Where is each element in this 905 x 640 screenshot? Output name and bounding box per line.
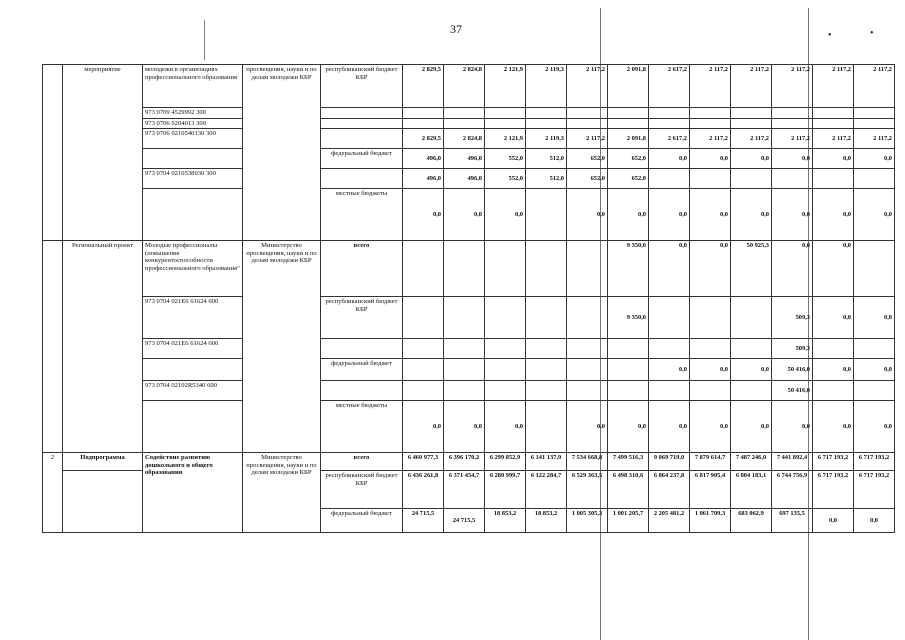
cell-source: всего [321, 453, 403, 471]
table-row [43, 118, 895, 129]
cell-value: 2 117,2 [567, 65, 608, 108]
cell-num: 2 [43, 453, 63, 533]
cell-value: 2 091,8 [608, 65, 649, 108]
cell-value: 6 280 999,7 [485, 471, 526, 509]
cell-ministry: просвещения, науки и по делам молодежи КБР [243, 65, 321, 241]
cell-code: 973 0704 021E6 61624 600 [143, 297, 243, 339]
cell-code: 973 0706 0204013 300 [143, 118, 243, 129]
cell-value: 0,0 [731, 359, 772, 381]
cell-value: 0,0 [567, 189, 608, 241]
cell-value: 9 350,0 [608, 241, 649, 297]
cell-value: 652,0 [608, 149, 649, 169]
cell-value: 0,0 [813, 297, 854, 339]
cell-value: 683 062,9 [731, 509, 772, 533]
cell-value: 2 117,2 [813, 65, 854, 108]
cell-value: 6 804 183,1 [731, 471, 772, 509]
cell-value: 24 715,5 [444, 509, 485, 533]
cell-value: 0,0 [772, 401, 813, 453]
cell-code: 973 0704 0210538930 300 [143, 169, 243, 189]
cell-value: 496,0 [403, 169, 444, 189]
cell-value: 0,0 [854, 297, 895, 339]
table-row [43, 129, 895, 149]
cell-value: 0,0 [444, 189, 485, 241]
cell-value: 496,0 [444, 169, 485, 189]
table-row [43, 359, 895, 381]
cell-value: 0,0 [690, 359, 731, 381]
cell-type: Региональный проект [63, 241, 143, 453]
cell-source: федеральный бюджет [321, 509, 403, 533]
cell-value: 1 061 709,3 [690, 509, 731, 533]
cell-value: 0,0 [854, 509, 895, 533]
cell-ministry: Министерство просвещения, науки и по делам молодежи КБР [243, 241, 321, 453]
cell-value: 0,0 [772, 149, 813, 169]
cell-value: 0,0 [731, 149, 772, 169]
cell-value: 2 121,9 [485, 129, 526, 149]
cell-value: 2 117,2 [731, 65, 772, 108]
cell-value: 6 717 193,2 [813, 471, 854, 509]
cell-value: 0,0 [690, 189, 731, 241]
cell-value: 2 617,2 [649, 65, 690, 108]
table-row [43, 108, 895, 119]
cell-value: 0,0 [608, 401, 649, 453]
cell-value: 552,0 [485, 169, 526, 189]
cell-value: 2 117,2 [690, 65, 731, 108]
cell-value: 0,0 [567, 401, 608, 453]
cell-source: республиканский бюджет КБР [321, 471, 403, 509]
cell-value: 0,0 [690, 149, 731, 169]
cell-value: 50 925,3 [731, 241, 772, 297]
cell-code: молодежи в организациях профессионального образования [143, 65, 243, 108]
cell-value: 24 715,5 [403, 509, 444, 533]
cell-value: 2 117,2 [772, 129, 813, 149]
table-row [43, 65, 895, 108]
cell-value: 0,0 [772, 241, 813, 297]
cell-value: 0,0 [813, 189, 854, 241]
cell-value: 0,0 [813, 149, 854, 169]
cell-value: 0,0 [731, 189, 772, 241]
table-row [43, 339, 895, 359]
cell-value: 2 829,5 [403, 65, 444, 108]
cell-value: 0,0 [854, 149, 895, 169]
cell-value: 2 121,9 [485, 65, 526, 108]
cell-value: 2 119,3 [526, 65, 567, 108]
cell-value: 18 853,2 [526, 509, 567, 533]
cell-value: 6 396 170,2 [444, 453, 485, 471]
cell-value: 0,0 [813, 359, 854, 381]
cell-value: 0,0 [649, 241, 690, 297]
cell-value: 2 205 481,2 [649, 509, 690, 533]
cell-value: 2 117,2 [690, 129, 731, 149]
scan-mark: • [828, 30, 832, 41]
cell-value: 0,0 [649, 189, 690, 241]
cell-value: 0,0 [403, 189, 444, 241]
table-row [43, 189, 895, 241]
cell-value: 2 117,2 [854, 65, 895, 108]
cell-value: 6 371 454,7 [444, 471, 485, 509]
cell-value: 7 487 246,0 [731, 453, 772, 471]
cell-value: 50 416,0 [772, 381, 813, 401]
cell-value: 6 529 363,5 [567, 471, 608, 509]
cell-code: 973 0704 021E6 61624 600 [143, 339, 243, 359]
cell-value: 6 744 756,9 [772, 471, 813, 509]
cell-value: 509,3 [772, 339, 813, 359]
cell-value: 0,0 [608, 189, 649, 241]
cell-value: 697 135,5 [772, 509, 813, 533]
cell-num [43, 65, 63, 241]
cell-value: 552,0 [485, 149, 526, 169]
cell-value: 9 350,0 [608, 297, 649, 339]
cell-value: 0,0 [854, 189, 895, 241]
cell-source: республиканский бюджет КБР [321, 297, 403, 339]
cell-value: 0,0 [813, 401, 854, 453]
table-row [43, 241, 895, 297]
cell-source: федеральный бюджет [321, 149, 403, 169]
cell-value: 496,0 [403, 149, 444, 169]
cell-value: 0,0 [772, 189, 813, 241]
cell-value: 2 117,2 [772, 65, 813, 108]
cell-value: 0,0 [690, 241, 731, 297]
cell-value: 2 117,2 [731, 129, 772, 149]
cell-value: 7 879 614,7 [690, 453, 731, 471]
cell-value: 0,0 [731, 401, 772, 453]
cell-value: 6 817 905,4 [690, 471, 731, 509]
cell-value: 652,0 [567, 149, 608, 169]
cell-value [526, 189, 567, 241]
cell-type: Подпрограмма [63, 453, 143, 471]
cell-type: мероприятие [63, 65, 143, 241]
cell-value: 0,0 [854, 359, 895, 381]
cell-value: 0,0 [485, 401, 526, 453]
cell-code: Молодые профессионалы (повышение конкурентоспособности профессионального образования" [143, 241, 243, 297]
cell-value: 6 141 137,9 [526, 453, 567, 471]
cell-value: 6 460 977,3 [403, 453, 444, 471]
cell-value: 0,0 [854, 401, 895, 453]
cell-value: 6 864 237,8 [649, 471, 690, 509]
cell-value: 0,0 [403, 401, 444, 453]
cell-value: 652,0 [567, 169, 608, 189]
budget-table [42, 64, 895, 533]
table-row [43, 401, 895, 453]
cell-value: 496,0 [444, 149, 485, 169]
cell-value: 2 617,2 [649, 129, 690, 149]
cell-value: 1 001 205,7 [608, 509, 649, 533]
cell-value: 512,0 [526, 149, 567, 169]
cell-code: 973 0709 4529992 300 [143, 108, 243, 119]
cell-value: 0,0 [690, 401, 731, 453]
scan-mark: • [870, 28, 874, 39]
cell-source: всего [321, 241, 403, 297]
cell-value: 0,0 [485, 189, 526, 241]
cell-value: 6 122 284,7 [526, 471, 567, 509]
cell-value: 2 119,3 [526, 129, 567, 149]
cell-ministry: Министерство просвещения, науки и по делам молодежи КБР [243, 453, 321, 533]
cell-value: 6 717 193,2 [813, 453, 854, 471]
cell-value: 6 717 193,2 [854, 471, 895, 509]
cell-source: местные бюджеты [321, 189, 403, 241]
cell-value: 6 498 310,6 [608, 471, 649, 509]
cell-source: федеральный бюджет [321, 359, 403, 381]
cell-value: 0,0 [649, 359, 690, 381]
cell-value: 6 436 261,8 [403, 471, 444, 509]
cell-value: 652,0 [608, 169, 649, 189]
cell-code: 973 0706 0210540130 300 [143, 129, 243, 149]
cell-source: местные бюджеты [321, 401, 403, 453]
cell-value: 0,0 [813, 509, 854, 533]
cell-value: 9 069 719,0 [649, 453, 690, 471]
cell-value: 18 853,2 [485, 509, 526, 533]
cell-value: 6 717 193,2 [854, 453, 895, 471]
cell-value: 7 534 668,8 [567, 453, 608, 471]
cell-value: 1 005 305,3 [567, 509, 608, 533]
scan-artifact-line [204, 20, 205, 60]
cell-value: 2 824,8 [444, 129, 485, 149]
cell-value: 7 499 516,3 [608, 453, 649, 471]
cell-value: 512,0 [526, 169, 567, 189]
table-row [43, 149, 895, 169]
cell-value: 0,0 [813, 241, 854, 297]
cell-value: 509,3 [772, 297, 813, 339]
cell-value: 50 416,0 [772, 359, 813, 381]
cell-value: 0,0 [444, 401, 485, 453]
cell-value: 2 117,2 [854, 129, 895, 149]
cell-value: 7 441 892,4 [772, 453, 813, 471]
cell-value: 2 117,2 [567, 129, 608, 149]
table-row [43, 169, 895, 189]
table-row [43, 381, 895, 401]
cell-code: Содействие развитию дошкольного и общего образования [143, 453, 243, 533]
cell-source: республиканский бюджет КБР [321, 65, 403, 108]
page-number: 37 [450, 22, 462, 36]
cell-value: 6 299 852,9 [485, 453, 526, 471]
cell-value: 0,0 [649, 401, 690, 453]
cell-code: 973 0704 02102R5340 600 [143, 381, 243, 401]
cell-value: 2 091,8 [608, 129, 649, 149]
table-row [43, 453, 895, 471]
cell-value: 0,0 [649, 149, 690, 169]
table-row [43, 297, 895, 339]
cell-value: 2 829,5 [403, 129, 444, 149]
cell-value: 2 117,2 [813, 129, 854, 149]
cell-value: 2 824,8 [444, 65, 485, 108]
